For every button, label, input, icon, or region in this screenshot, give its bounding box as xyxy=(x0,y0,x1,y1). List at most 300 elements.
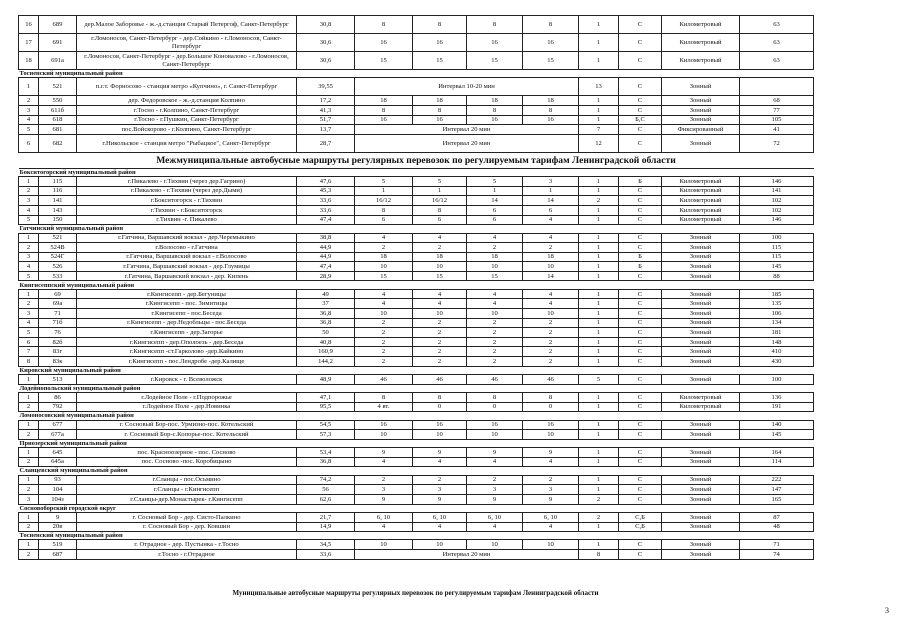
section-title: Лодейнопольский муниципальный район xyxy=(19,384,814,392)
table-row xyxy=(19,420,814,430)
table-cell: 144,2 xyxy=(297,357,355,367)
route-name-cell: г.Гатчина, Варшавский вокзал - г.Волосово xyxy=(77,252,297,262)
table-cell: С xyxy=(619,271,662,281)
table-cell: 4 xyxy=(413,233,467,243)
table-cell: 83к xyxy=(39,357,77,367)
table-cell: 2 xyxy=(523,475,579,485)
table-cell: 15 xyxy=(523,52,579,70)
table-cell: 1 xyxy=(579,485,619,495)
table-cell: Километровый xyxy=(662,393,740,403)
table-cell: С xyxy=(619,233,662,243)
table-cell: 4 xyxy=(355,233,413,243)
table-cell: 682 xyxy=(39,134,77,152)
table-cell: С xyxy=(619,457,662,467)
table-cell: 9 xyxy=(523,494,579,504)
table-cell: Зонный xyxy=(662,420,740,430)
table-cell: С xyxy=(619,494,662,504)
table-row xyxy=(19,115,814,125)
route-name-cell: г.Тихвин -г. Пикалево xyxy=(77,215,297,225)
table-cell: 10 xyxy=(523,540,579,550)
table-cell: 681 xyxy=(39,125,77,135)
table-cell: 6 xyxy=(413,215,467,225)
table-cell: 1 xyxy=(19,420,39,430)
section-title: Кировский муниципальный район xyxy=(19,366,814,374)
table-cell: Километровый xyxy=(662,196,740,206)
table-cell: 115 xyxy=(39,177,77,187)
table-cell: 33,6 xyxy=(297,550,355,560)
table-row xyxy=(19,448,814,458)
table-cell: 9 xyxy=(355,448,413,458)
table-cell: 1 xyxy=(579,299,619,309)
table-cell: 57,3 xyxy=(297,430,355,440)
table-cell: 533 xyxy=(39,271,77,281)
route-name-cell: г.Тосно - г.Колпино, Санкт-Петербург xyxy=(77,105,297,115)
table-cell: 181 xyxy=(740,328,814,338)
table-cell: 47,1 xyxy=(297,393,355,403)
table-row xyxy=(19,357,814,367)
table-cell: 1 xyxy=(579,328,619,338)
route-name-cell: г.Гатчина, Варшавский вокзал - дер.Глумицы xyxy=(77,262,297,272)
table-row xyxy=(19,52,814,70)
table-cell: Зонный xyxy=(662,485,740,495)
table-row xyxy=(19,393,814,403)
district-header xyxy=(19,281,814,289)
table-row xyxy=(19,252,814,262)
table-cell: С xyxy=(619,485,662,495)
table-cell: 410 xyxy=(740,347,814,357)
table-cell: 677а xyxy=(39,430,77,440)
table-cell: 146 xyxy=(740,215,814,225)
table-cell: 148 xyxy=(740,337,814,347)
table-cell: Зонный xyxy=(662,328,740,338)
table-cell: 8 xyxy=(355,393,413,403)
table-cell: 1 xyxy=(579,233,619,243)
table-cell: 550 xyxy=(39,96,77,106)
table-cell: С xyxy=(619,540,662,550)
table-cell: 9 xyxy=(39,512,77,522)
table-cell: 2 xyxy=(579,494,619,504)
table-cell: 8 xyxy=(413,393,467,403)
table-cell: 51,7 xyxy=(297,115,355,125)
table-cell: 4 xyxy=(355,299,413,309)
table-cell: 10 xyxy=(413,430,467,440)
table-cell: 4 xyxy=(523,457,579,467)
table-cell: 191 xyxy=(740,402,814,412)
table-cell: 46 xyxy=(467,375,523,385)
table-cell: 16 xyxy=(413,420,467,430)
table-cell: 10 xyxy=(413,309,467,319)
table-cell: 8 xyxy=(355,205,413,215)
table-row xyxy=(19,328,814,338)
table-row xyxy=(19,34,814,52)
table-cell: 6 xyxy=(467,205,523,215)
table-cell: 2 xyxy=(467,328,523,338)
table-cell: 63 xyxy=(740,16,814,34)
table-cell: 16 xyxy=(355,34,413,52)
table-cell: 16 xyxy=(467,34,523,52)
table-cell: 5 xyxy=(19,328,39,338)
table-cell: 76 xyxy=(39,328,77,338)
table-cell: 14 xyxy=(523,271,579,281)
table-cell: 18 xyxy=(523,96,579,106)
table-cell: 5 xyxy=(413,177,467,187)
route-name-cell: дер. Федоровское - ж.-д.станция Колпино xyxy=(77,96,297,106)
table-cell: Зонный xyxy=(662,233,740,243)
table-cell: 1 xyxy=(579,205,619,215)
table-cell: С xyxy=(619,328,662,338)
table-cell: С,Б xyxy=(619,512,662,522)
table-cell: 2 xyxy=(19,299,39,309)
table-cell: 2 xyxy=(355,347,413,357)
table-cell: 4 xyxy=(523,215,579,225)
table-cell: Зонный xyxy=(662,115,740,125)
table-cell: Километровый xyxy=(662,186,740,196)
table-cell: 2 xyxy=(19,522,39,532)
table-cell: С xyxy=(619,448,662,458)
route-name-cell: г.Ломоносов, Санкт-Петербург - дер.Сойкино - г.Ломоносов, Санкт-Петербург xyxy=(77,34,297,52)
table-cell: 15 xyxy=(413,52,467,70)
table-cell: 4 xyxy=(413,299,467,309)
table-cell: 30,6 xyxy=(297,52,355,70)
table-cell: С xyxy=(619,243,662,253)
table-cell: 40,8 xyxy=(297,337,355,347)
table-cell: 1 xyxy=(579,457,619,467)
table-cell: 3 xyxy=(19,309,39,319)
table-cell: 49 xyxy=(297,289,355,299)
table-cell: 10 xyxy=(467,540,523,550)
table-cell: 21,7 xyxy=(297,512,355,522)
table-cell: 4 xyxy=(413,522,467,532)
table-row xyxy=(19,522,814,532)
table-cell: 9 xyxy=(413,448,467,458)
table-cell: 691 xyxy=(39,34,77,52)
route-name-cell: г.Пикалево - г.Тихвин (через дер.Дыми) xyxy=(77,186,297,196)
table-cell: С,Б xyxy=(619,522,662,532)
table-cell: 10 xyxy=(467,309,523,319)
route-name-cell: г.Сланцы - пос.Осьмино xyxy=(77,475,297,485)
table-cell: 8 xyxy=(523,105,579,115)
section-title: Гатчинский муниципальный район xyxy=(19,225,814,233)
table-cell: 1 xyxy=(19,375,39,385)
table-cell: 4 xyxy=(355,289,413,299)
table-cell: 16 xyxy=(523,115,579,125)
table-cell: 63 xyxy=(740,34,814,52)
table-cell: 9 xyxy=(413,494,467,504)
table-cell: 95,5 xyxy=(297,402,355,412)
table-cell: 141 xyxy=(740,186,814,196)
table-cell: 1 xyxy=(579,186,619,196)
table-cell: 145 xyxy=(740,262,814,272)
table-cell: 2 xyxy=(19,96,39,106)
table-row xyxy=(19,485,814,495)
table-cell: 1 xyxy=(579,271,619,281)
table-cell: 3 xyxy=(413,485,467,495)
table-cell: С xyxy=(619,215,662,225)
table-row xyxy=(19,347,814,357)
table-row xyxy=(19,271,814,281)
table-cell: 6 xyxy=(467,215,523,225)
table-cell: 14 xyxy=(523,196,579,206)
table-cell: 1 xyxy=(19,177,39,187)
table-cell: 521 xyxy=(39,233,77,243)
section-title: Тосненский муниципальный район xyxy=(19,532,814,540)
table-cell: 2 xyxy=(413,357,467,367)
table-cell: 16 xyxy=(467,420,523,430)
table-cell: 2 xyxy=(523,318,579,328)
table-cell: 30,8 xyxy=(297,16,355,34)
table-cell: 17,2 xyxy=(297,96,355,106)
table-cell: Зонный xyxy=(662,494,740,504)
table-cell: 3 xyxy=(19,252,39,262)
table-cell: С xyxy=(619,289,662,299)
table-row xyxy=(19,402,814,412)
table-cell: 5 xyxy=(19,271,39,281)
table-cell: Километровый xyxy=(662,34,740,52)
table-cell: 16 xyxy=(355,115,413,125)
table-cell: 1 xyxy=(579,448,619,458)
table-cell: 37 xyxy=(297,299,355,309)
routes-table-body xyxy=(19,16,814,560)
table-cell: Километровый xyxy=(662,215,740,225)
table-cell: 1 xyxy=(19,540,39,550)
table-cell: 3 xyxy=(355,485,413,495)
table-cell: 2 xyxy=(355,475,413,485)
table-row xyxy=(19,299,814,309)
table-cell: 1 xyxy=(19,448,39,458)
section-title: Ломоносовский муниципальный район xyxy=(19,412,814,420)
table-cell: 50 xyxy=(297,328,355,338)
table-cell: 2 xyxy=(19,457,39,467)
table-cell: 87 xyxy=(740,512,814,522)
table-cell: 16 xyxy=(523,34,579,52)
table-cell: 2 xyxy=(413,347,467,357)
district-header xyxy=(19,467,814,475)
route-name-cell: г.Кингисепп - дер.Ополоезь - дер.Беседа xyxy=(77,337,297,347)
table-cell: 6, 10 xyxy=(523,512,579,522)
table-cell: 524В xyxy=(39,243,77,253)
table-cell: 1 xyxy=(19,289,39,299)
table-cell: 1 xyxy=(579,34,619,52)
table-cell: 44,9 xyxy=(297,252,355,262)
table-cell: 5 xyxy=(19,215,39,225)
table-cell: С xyxy=(619,309,662,319)
table-cell: 6 xyxy=(19,134,39,152)
table-cell: 1 xyxy=(579,262,619,272)
table-row xyxy=(19,262,814,272)
table-cell: С xyxy=(619,186,662,196)
table-cell: 1 xyxy=(579,430,619,440)
table-cell: 104 xyxy=(39,485,77,495)
table-cell: 2 xyxy=(523,243,579,253)
table-cell: 5 xyxy=(355,177,413,187)
table-cell: 1 xyxy=(579,420,619,430)
table-cell: 146 xyxy=(740,177,814,187)
table-cell: С xyxy=(619,78,662,96)
table-cell: 1 xyxy=(579,215,619,225)
table-cell: 2 xyxy=(413,328,467,338)
table-cell: 4 xyxy=(355,522,413,532)
district-header xyxy=(19,532,814,540)
table-cell: 9 xyxy=(355,494,413,504)
table-cell: 9 xyxy=(523,448,579,458)
table-cell: 8 xyxy=(413,16,467,34)
route-name-cell: г.Кингисепп -ст.Гарколово -дер.Кайкино xyxy=(77,347,297,357)
table-cell: 16 xyxy=(413,34,467,52)
route-name-cell: г.Кингисепп - дер.Бегуницы xyxy=(77,289,297,299)
table-cell: 6, 10 xyxy=(467,512,523,522)
table-cell: 135 xyxy=(740,299,814,309)
table-cell: 6 xyxy=(19,337,39,347)
table-cell: Километровый xyxy=(662,177,740,187)
table-cell: 4 xyxy=(467,457,523,467)
table-cell: 18 xyxy=(467,96,523,106)
table-cell: Зонный xyxy=(662,243,740,253)
table-cell: 2 xyxy=(413,318,467,328)
section-title: Межмуниципальные автобусные маршруты регулярных перевозок по регулируемым тарифам Ленинградской области xyxy=(19,152,814,168)
table-cell: 7 xyxy=(579,125,619,135)
table-cell: 16 xyxy=(413,115,467,125)
section-title: Приозерский муниципальный район xyxy=(19,439,814,447)
table-cell: Зонный xyxy=(662,271,740,281)
section-title: Кингисеппский муниципальный район xyxy=(19,281,814,289)
table-cell: 1 xyxy=(579,289,619,299)
table-cell: 2 xyxy=(467,318,523,328)
table-cell: 164 xyxy=(740,448,814,458)
table-cell: С xyxy=(619,393,662,403)
table-cell: 689 xyxy=(39,16,77,34)
table-cell: 36,8 xyxy=(297,309,355,319)
table-cell: 1 xyxy=(355,186,413,196)
table-cell: С xyxy=(619,34,662,52)
table-cell: Зонный xyxy=(662,252,740,262)
table-cell: 8 xyxy=(355,16,413,34)
table-cell: 10 xyxy=(523,309,579,319)
table-row xyxy=(19,215,814,225)
table-cell: 46 xyxy=(523,375,579,385)
table-row xyxy=(19,186,814,196)
table-cell: 53,4 xyxy=(297,448,355,458)
table-cell: Зонный xyxy=(662,430,740,440)
table-cell: 1 xyxy=(413,186,467,196)
table-cell: 2 xyxy=(467,357,523,367)
route-name-cell: г.Кировск - г. Всеволожск xyxy=(77,375,297,385)
table-cell: 38,8 xyxy=(297,233,355,243)
table-cell: 1 xyxy=(579,540,619,550)
table-cell: 0 xyxy=(523,402,579,412)
table-cell: Зонный xyxy=(662,448,740,458)
table-cell: 3 xyxy=(19,105,39,115)
route-name-cell: г.Кингисепп - пос. Зимитицы xyxy=(77,299,297,309)
table-cell: С xyxy=(619,96,662,106)
section-title: Бокситогорский муниципальный район xyxy=(19,168,814,176)
table-cell: 8 xyxy=(19,357,39,367)
table-cell: Зонный xyxy=(662,475,740,485)
table-cell: Километровый xyxy=(662,52,740,70)
table-cell: 147 xyxy=(740,485,814,495)
table-cell: 4 xyxy=(467,522,523,532)
table-cell: 18 xyxy=(413,96,467,106)
table-cell: С xyxy=(619,357,662,367)
table-cell: 12 xyxy=(579,134,619,152)
table-row xyxy=(19,289,814,299)
table-cell: 4 xyxy=(467,299,523,309)
table-cell: 4 xyxy=(355,457,413,467)
table-cell: 105 xyxy=(740,115,814,125)
table-cell: 1 xyxy=(523,186,579,196)
table-cell: 2 xyxy=(355,328,413,338)
table-cell: 9 xyxy=(467,448,523,458)
table-cell: 16 xyxy=(19,16,39,34)
table-row xyxy=(19,177,814,187)
table-cell: 10 xyxy=(467,262,523,272)
table-cell: 28,7 xyxy=(297,134,355,152)
table-cell: 100 xyxy=(740,375,814,385)
table-cell: 2 xyxy=(579,512,619,522)
table-row xyxy=(19,16,814,34)
table-cell: 71 xyxy=(39,309,77,319)
table-cell: Зонный xyxy=(662,540,740,550)
table-cell: 14,9 xyxy=(297,522,355,532)
table-cell: 16 xyxy=(523,420,579,430)
table-cell: 677 xyxy=(39,420,77,430)
table-cell: 18 xyxy=(19,52,39,70)
route-name-cell: г.Гатчина, Варшавский вокзал - дер.Черемыкино xyxy=(77,233,297,243)
table-cell: 611б xyxy=(39,105,77,115)
table-row xyxy=(19,96,814,106)
table-cell: Зонный xyxy=(662,105,740,115)
table-cell: 62,6 xyxy=(297,494,355,504)
page-number: 3 xyxy=(885,606,889,615)
table-cell: 2 xyxy=(413,337,467,347)
table-cell: 792 xyxy=(39,402,77,412)
table-cell: 1 xyxy=(579,393,619,403)
table-cell: 8 xyxy=(413,105,467,115)
table-cell: 1 xyxy=(19,512,39,522)
table-cell: 71б xyxy=(39,318,77,328)
table-cell: 33,6 xyxy=(297,205,355,215)
table-cell: 2 xyxy=(19,485,39,495)
table-cell: 1 xyxy=(579,337,619,347)
route-name-cell: г.Бокситогорск - г.Тихвин xyxy=(77,196,297,206)
route-name-cell: г.Кингисепп - пос.Беседа xyxy=(77,309,297,319)
table-cell: 16 xyxy=(355,420,413,430)
table-cell: 4 xyxy=(523,522,579,532)
table-cell: 1 xyxy=(579,96,619,106)
table-cell: 1 xyxy=(579,16,619,34)
table-cell: 56 xyxy=(297,485,355,495)
table-row xyxy=(19,309,814,319)
route-name-cell: г. Сосновый Бор-с.Копорье-пос. Котельский xyxy=(77,430,297,440)
table-cell: 8 xyxy=(413,205,467,215)
table-cell: 1 xyxy=(467,186,523,196)
route-name-cell: г.Тихвин - г.Бокситогорск xyxy=(77,205,297,215)
route-name-cell: дер.Малое Заборовье - ж.-д.станция Старый Петергоф, Санкт-Петербург xyxy=(77,16,297,34)
interval-cell: Интервал 20 мин xyxy=(355,125,579,135)
table-cell: 30,6 xyxy=(297,34,355,52)
table-row xyxy=(19,205,814,215)
table-cell: 5 xyxy=(467,177,523,187)
table-cell: 687 xyxy=(39,550,77,560)
table-cell: 1 xyxy=(579,357,619,367)
table-cell: 36,8 xyxy=(297,318,355,328)
table-cell: 136 xyxy=(740,393,814,403)
table-cell: 1 xyxy=(19,233,39,243)
route-name-cell: г.Кингисепп - дер.Недобльцы - пос.Беседа xyxy=(77,318,297,328)
table-cell: 34,5 xyxy=(297,540,355,550)
table-cell: 1 xyxy=(579,475,619,485)
table-cell: Зонный xyxy=(662,78,740,96)
table-row xyxy=(19,105,814,115)
